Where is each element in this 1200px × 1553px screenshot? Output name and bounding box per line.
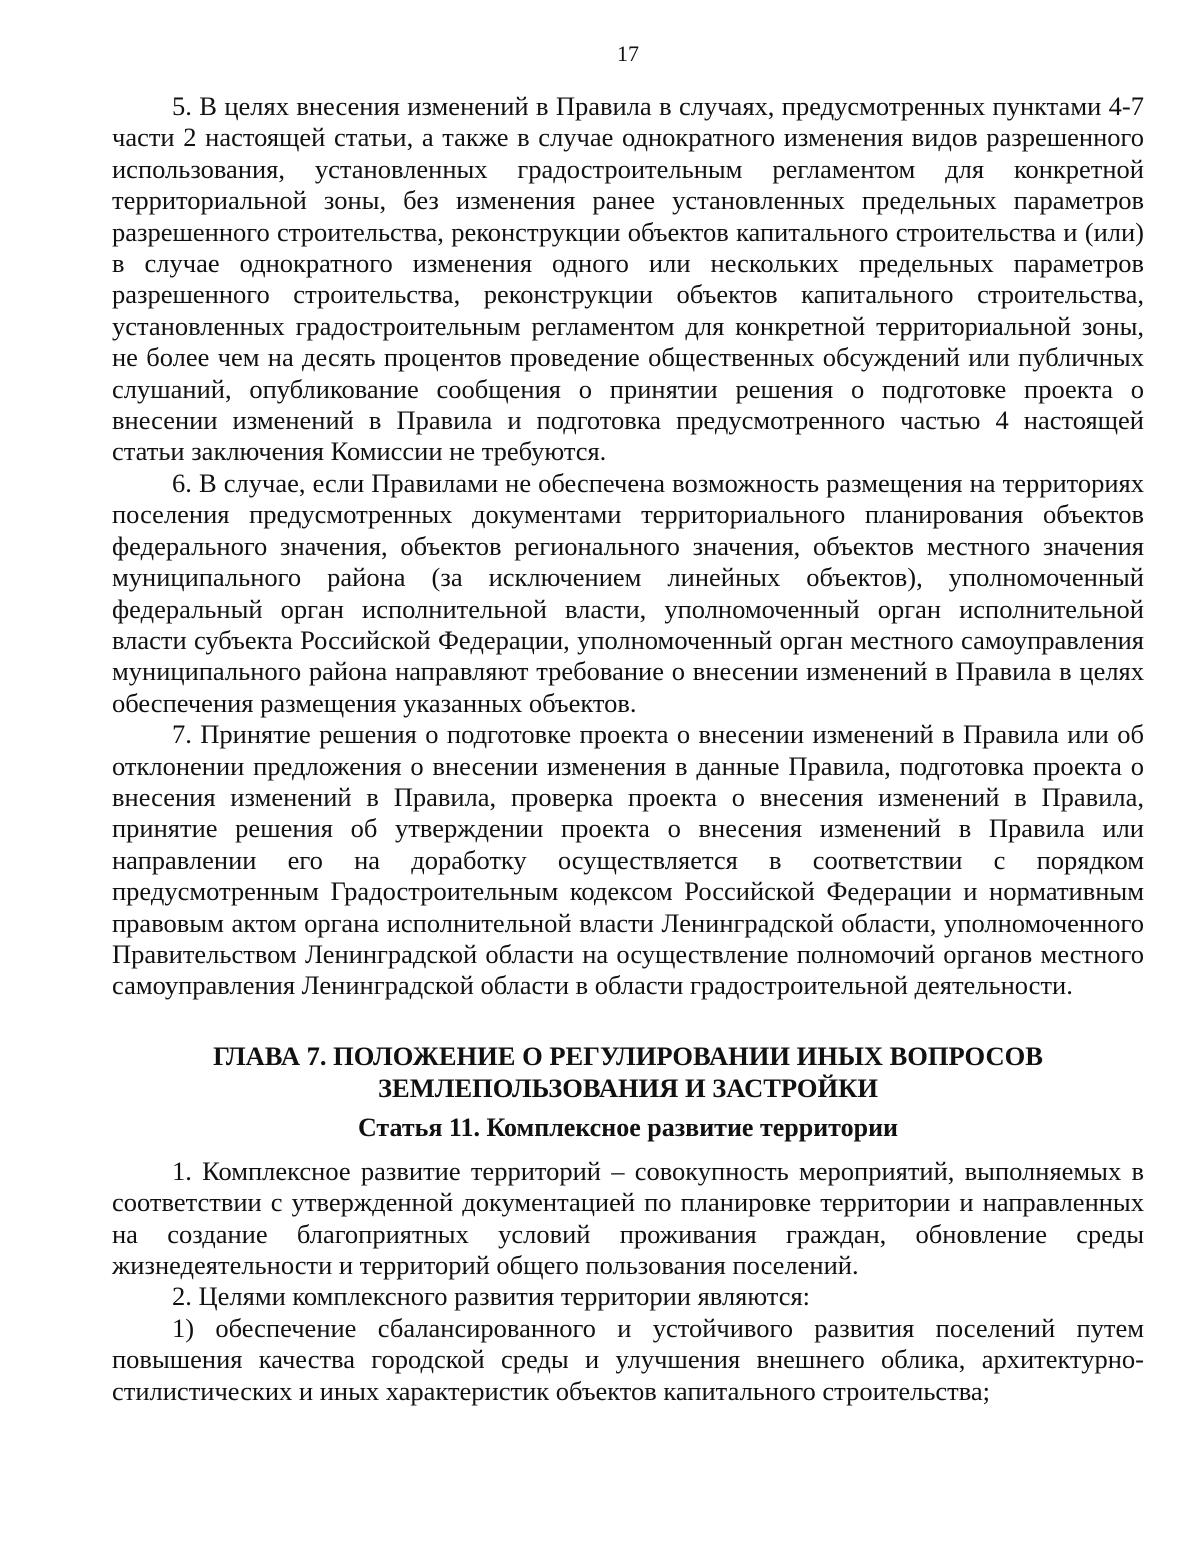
- article-heading: Статья 11. Комплексное развитие территории: [357, 1112, 899, 1142]
- paragraph-7: 7. Принятие решения о подготовке проекта о внесении изменений в Правила или об отклонении предложения о внесении изменения в данные Правила, подготовка проекта о внесения изменений в Правила, проверка проекта о внесения изменений в Правила, принятие решения об утверждении проекта о внесения изменений в Правила или направлении его на доработку осуществляется в соответствии с порядком предусмотренным Градостроительным кодексом Российской Федерации и нормативным правовым актом органа исполнительной власти Ленинградской области, уполномоченного Правительством Ленинградской области на осуществление полномочий органов местного самоуправления Ленинградской области в области градостроительной деятельности.: [112, 719, 1144, 1001]
- article-paragraph-1: 1. Комплексное развитие территорий – совокупность мероприятий, выполняемых в соответствии с утвержденной документацией по планировке территории и направленных на создание благоприятных условий проживания граждан, обновление среды жизнедеятельности и территорий общего пользования поселений.: [112, 1155, 1144, 1280]
- chapter-heading: [112, 1040, 1144, 1104]
- page-number: 17: [617, 41, 639, 66]
- article-list-item-1: 1) обеспечение сбалансированного и устойчивого развития поселений путем повышения качества городской среды и улучшения внешнего облика, архитектурно-стилистических и иных характеристик объектов капитального строительства;: [112, 1312, 1144, 1406]
- chapter-heading-line-1: ГЛАВА 7. ПОЛОЖЕНИЕ О РЕГУЛИРОВАНИИ ИНЫХ ВОПРОСОВ: [213, 1040, 1043, 1071]
- paragraph-6: 6. В случае, если Правилами не обеспечена возможность размещения на территориях поселения предусмотренных документами территориального планирования объектов федерального значения, объектов регионального значения, объектов местного значения муниципального района (за исключением линейных объектов), уполномоченный федеральный орган исполнительной власти, уполномоченный орган исполнительной власти субъекта Российской Федерации, уполномоченный орган местного самоуправления муниципального района направляют требование о внесении изменений в Правила в целях обеспечения размещения указанных объектов.: [112, 467, 1144, 718]
- paragraph-5: 5. В целях внесения изменений в Правила в случаях, предусмотренных пунктами 4-7 части 2 настоящей статьи, а также в случае однократного изменения видов разрешенного использования, установленных градостроительным регламентом для конкретной территориальной зоны, без изменения ранее установленных предельных параметров разрешенного строительства, реконструкции объектов капитального строительства и (или) в случае однократного изменения одного или нескольких предельных параметров разрешенного строительства, реконструкции объектов капитального строительства, установленных градостроительным регламентом для конкретной территориальной зоны, не более чем на десять процентов проведение общественных обсуждений или публичных слушаний, опубликование сообщения о принятии решения о подготовке проекта о внесении изменений в Правила и подготовка предусмотренного частью 4 настоящей статьи заключения Комиссии не требуются.: [112, 91, 1144, 467]
- article-paragraph-2: 2. Целями комплексного развития территории являются:: [172, 1281, 811, 1312]
- chapter-heading-line-2: ЗЕМЛЕПОЛЬЗОВАНИЯ И ЗАСТРОЙКИ: [378, 1072, 878, 1103]
- document-page: [112, 38, 1144, 1407]
